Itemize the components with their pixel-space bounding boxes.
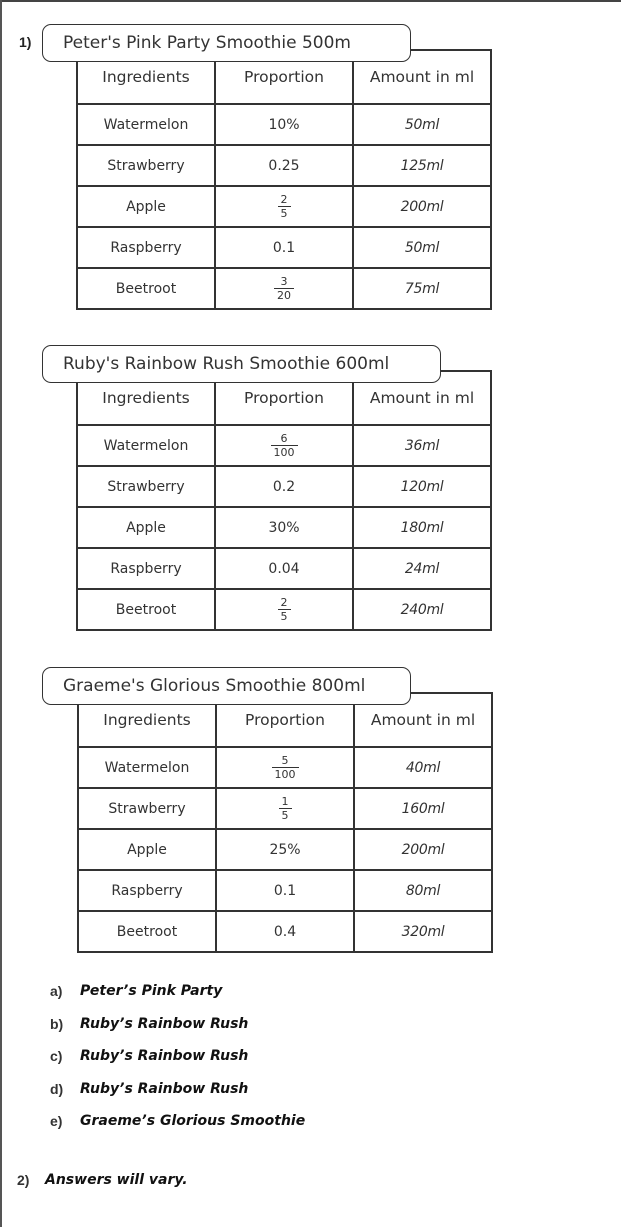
answer-text: Peter’s Pink Party xyxy=(80,983,223,1000)
amount-cell: 125ml xyxy=(353,145,491,186)
fraction xyxy=(279,796,292,821)
question-2 xyxy=(17,1172,188,1188)
ingredient-cell: Apple xyxy=(77,507,215,548)
proportion-cell: 0.4 xyxy=(216,911,354,952)
proportion-cell xyxy=(215,186,353,227)
amount-cell: 40ml xyxy=(354,747,492,788)
amount-cell: 36ml xyxy=(353,425,491,466)
proportion-cell xyxy=(216,788,354,829)
amount-cell: 240ml xyxy=(353,589,491,630)
fraction-denominator: 20 xyxy=(277,289,291,302)
ingredient-cell: Watermelon xyxy=(77,104,215,145)
recipe-table-3 xyxy=(77,692,493,953)
answer-b xyxy=(50,1008,305,1041)
amount-cell: 160ml xyxy=(354,788,492,829)
table-row xyxy=(77,145,491,186)
fraction-denominator: 5 xyxy=(281,809,289,822)
fraction-numerator: 2 xyxy=(280,193,288,206)
proportion-cell: 0.1 xyxy=(215,227,353,268)
amount-cell: 50ml xyxy=(353,104,491,145)
proportion-cell xyxy=(215,589,353,630)
answer-letter: b) xyxy=(50,1015,64,1032)
proportion-cell: 30% xyxy=(215,507,353,548)
fraction-numerator: 1 xyxy=(281,795,289,808)
answer-letter: d) xyxy=(50,1080,64,1097)
column-header: Ingredients xyxy=(77,371,215,425)
fraction xyxy=(272,755,299,780)
ingredient-cell: Beetroot xyxy=(78,911,216,952)
table-row xyxy=(77,589,491,630)
proportion-cell: 10% xyxy=(215,104,353,145)
table-row xyxy=(77,227,491,268)
fraction-denominator: 100 xyxy=(273,446,295,459)
fraction-numerator: 6 xyxy=(280,432,288,445)
column-header: Ingredients xyxy=(77,50,215,104)
column-header: Amount in ml xyxy=(353,50,491,104)
question-2-answer: Answers will vary. xyxy=(45,1172,188,1188)
answer-e xyxy=(50,1105,305,1138)
answers-list xyxy=(50,975,305,1138)
answer-text: Ruby’s Rainbow Rush xyxy=(80,1080,249,1097)
column-header: Proportion xyxy=(215,371,353,425)
amount-cell: 24ml xyxy=(353,548,491,589)
proportion-cell xyxy=(215,268,353,309)
fraction-numerator: 2 xyxy=(280,596,288,609)
recipe-title-1: Peter's Pink Party Smoothie 500m xyxy=(42,24,411,62)
column-header: Proportion xyxy=(215,50,353,104)
page-border-top xyxy=(0,0,621,2)
amount-cell: 180ml xyxy=(353,507,491,548)
ingredient-cell: Raspberry xyxy=(77,548,215,589)
ingredient-cell: Raspberry xyxy=(78,870,216,911)
proportion-cell: 25% xyxy=(216,829,354,870)
table-row xyxy=(78,788,492,829)
answer-letter: c) xyxy=(50,1048,63,1065)
ingredient-cell: Beetroot xyxy=(77,589,215,630)
table-row xyxy=(78,911,492,952)
column-header: Amount in ml xyxy=(353,371,491,425)
proportion-cell: 0.1 xyxy=(216,870,354,911)
fraction xyxy=(271,433,298,458)
proportion-cell xyxy=(216,747,354,788)
table-row xyxy=(77,466,491,507)
table-row xyxy=(77,104,491,145)
page-border-left xyxy=(0,0,2,1227)
ingredient-cell: Watermelon xyxy=(77,425,215,466)
ingredient-cell: Apple xyxy=(78,829,216,870)
table-row xyxy=(78,829,492,870)
recipe-title-2: Ruby's Rainbow Rush Smoothie 600ml xyxy=(42,345,441,383)
ingredient-cell: Beetroot xyxy=(77,268,215,309)
table-row xyxy=(77,548,491,589)
ingredient-cell: Strawberry xyxy=(77,466,215,507)
answer-letter: e) xyxy=(50,1113,63,1130)
fraction xyxy=(278,194,291,219)
answer-letter: a) xyxy=(50,983,63,1000)
answer-a xyxy=(50,975,305,1008)
amount-cell: 120ml xyxy=(353,466,491,507)
fraction xyxy=(274,276,294,301)
amount-cell: 80ml xyxy=(354,870,492,911)
fraction-denominator: 5 xyxy=(280,610,288,623)
table-row xyxy=(78,870,492,911)
column-header: Amount in ml xyxy=(354,693,492,747)
fraction-denominator: 5 xyxy=(280,207,288,220)
ingredient-cell: Watermelon xyxy=(78,747,216,788)
fraction-numerator: 5 xyxy=(281,754,289,767)
fraction-denominator: 100 xyxy=(274,768,296,781)
question-1-number: 1) xyxy=(19,34,32,50)
column-header: Ingredients xyxy=(78,693,216,747)
column-header: Proportion xyxy=(216,693,354,747)
answer-c xyxy=(50,1040,305,1073)
answer-text: Ruby’s Rainbow Rush xyxy=(80,1015,249,1032)
proportion-cell: 0.2 xyxy=(215,466,353,507)
question-2-number: 2) xyxy=(17,1172,30,1188)
answer-text: Graeme’s Glorious Smoothie xyxy=(80,1113,306,1130)
answer-d xyxy=(50,1073,305,1106)
answer-text: Ruby’s Rainbow Rush xyxy=(80,1048,249,1065)
amount-cell: 320ml xyxy=(354,911,492,952)
amount-cell: 200ml xyxy=(354,829,492,870)
proportion-cell: 0.25 xyxy=(215,145,353,186)
recipe-title-3: Graeme's Glorious Smoothie 800ml xyxy=(42,667,411,705)
table-row xyxy=(77,186,491,227)
proportion-cell: 0.04 xyxy=(215,548,353,589)
amount-cell: 75ml xyxy=(353,268,491,309)
ingredient-cell: Strawberry xyxy=(77,145,215,186)
amount-cell: 200ml xyxy=(353,186,491,227)
ingredient-cell: Strawberry xyxy=(78,788,216,829)
table-row xyxy=(77,507,491,548)
ingredient-cell: Apple xyxy=(77,186,215,227)
ingredient-cell: Raspberry xyxy=(77,227,215,268)
recipe-table-1 xyxy=(76,49,492,310)
recipe-table-2 xyxy=(76,370,492,631)
proportion-cell xyxy=(215,425,353,466)
fraction-numerator: 3 xyxy=(280,275,288,288)
table-row xyxy=(77,268,491,309)
amount-cell: 50ml xyxy=(353,227,491,268)
fraction xyxy=(278,597,291,622)
table-row xyxy=(77,425,491,466)
table-row xyxy=(78,747,492,788)
